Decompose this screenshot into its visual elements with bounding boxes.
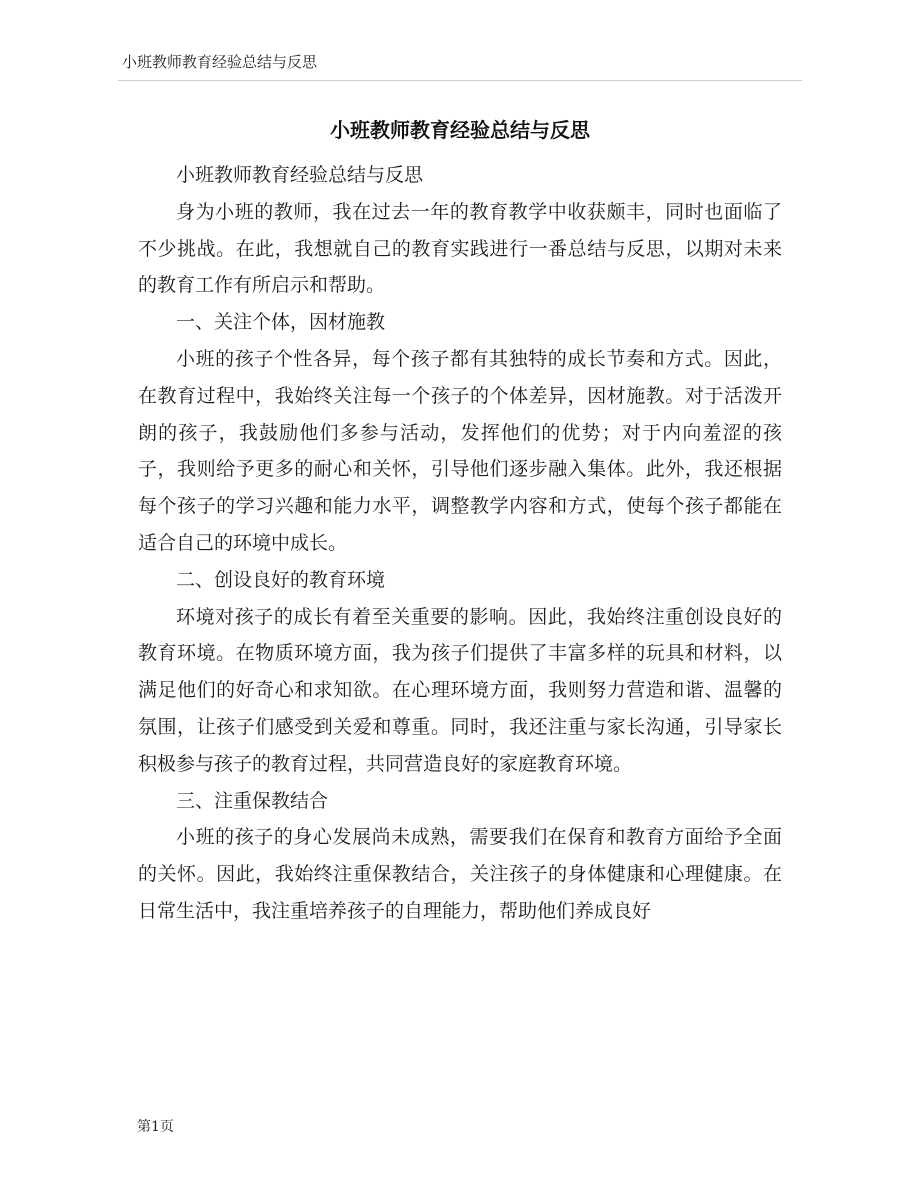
paragraph-intro: 身为小班的教师，我在过去一年的教育教学中收获颇丰，同时也面临了不少挑战。在此，我想就自己的教育实践进行一番总结与反思，以期对未来的教育工作有所启示和帮助。: [138, 200, 782, 297]
section-heading-2: 二、创设良好的教育环境: [176, 568, 386, 591]
header-divider: [118, 80, 802, 81]
page-number: 第1页: [137, 1119, 174, 1135]
running-header: 小班教师教育经验总结与反思: [122, 53, 318, 71]
document-body: [138, 157, 782, 930]
section-heading-3: 三、注重保教结合: [176, 789, 329, 812]
document-title: 小班教师教育经验总结与反思: [330, 118, 590, 142]
section-heading-1: 一、关注个体，因材施教: [176, 311, 386, 334]
paragraph-subtitle: 小班教师教育经验总结与反思: [176, 164, 424, 186]
paragraph-section-2: 环境对孩子的成长有着至关重要的影响。因此，我始终注重创设良好的教育环境。在物质环境方面，我为孩子们提供了丰富多样的玩具和材料，以满足他们的好奇心和求知欲。在心理环境方面，我则努力营造和谐、温馨的氛围，让孩子们感受到关爱和尊重。同时，我还注重与家长沟通，引导家长积极参与孩子的教育过程，共同营造良好的家庭教育环境。: [138, 605, 782, 775]
paragraph-section-1: 小班的孩子个性各异，每个孩子都有其独特的成长节奏和方式。因此，在教育过程中，我始终关注每一个孩子的个体差异，因材施教。对于活泼开朗的孩子，我鼓励他们多参与活动，发挥他们的优势；对于内向羞涩的孩子，我则给予更多的耐心和关怀，引导他们逐步融入集体。此外，我还根据每个孩子的学习兴趣和能力水平，调整教学内容和方式，使每个孩子都能在适合自己的环境中成长。: [138, 347, 782, 554]
paragraph-section-3: 小班的孩子的身心发展尚未成熟，需要我们在保育和教育方面给予全面的关怀。因此，我始终注重保教结合，关注孩子的身体健康和心理健康。在日常生活中，我注重培养孩子的自理能力，帮助他们养成良好: [138, 826, 782, 922]
